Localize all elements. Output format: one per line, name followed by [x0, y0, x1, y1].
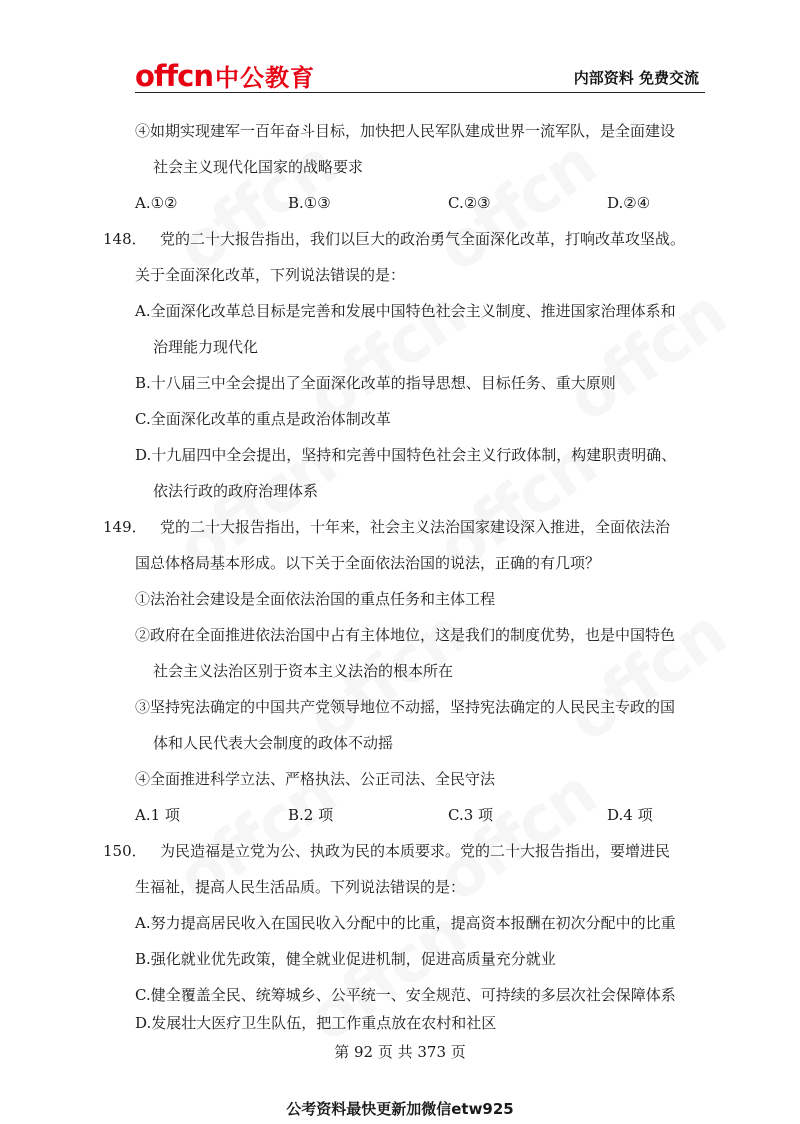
q149-option-d: D.4 项	[607, 806, 653, 824]
logo-text-en: offcn	[135, 59, 213, 93]
q148-option-a-line2: 治理能力现代化	[153, 338, 259, 356]
q147-option-d: D.②④	[607, 194, 651, 212]
q149-item2-line2: 社会主义法治区别于资本主义法治的根本所在	[153, 662, 454, 680]
q150-option-a: A.努力提高居民收入在国民收入分配中的比重，提高资本报酬在初次分配中的比重	[135, 914, 676, 932]
q150-option-c: C.健全覆盖全民、统筹城乡、公平统一、安全规范、可持续的多层次社会保障体系	[135, 986, 676, 1004]
q149-option-a: A.1 项	[135, 806, 180, 824]
q148-option-b: B.十八届三中全会提出了全面深化改革的指导思想、目标任务、重大原则	[135, 374, 616, 392]
q147-option-a: A.①②	[135, 194, 178, 212]
q150-option-b: B.强化就业优先政策，健全就业促进机制，促进高质量充分就业	[135, 950, 556, 968]
q149-item1: ①法治社会建设是全面依法治国的重点任务和主体工程	[135, 590, 496, 608]
page-number: 第 92 页 共 373 页	[334, 1043, 466, 1061]
q147-item4-line2: 社会主义现代化国家的战略要求	[153, 158, 364, 176]
q148-stem-line1: 党的二十大报告指出，我们以巨大的政治勇气全面深化改革，打响改革攻坚战。	[160, 230, 686, 248]
q148-option-c: C.全面深化改革的重点是政治体制改革	[135, 410, 391, 428]
q147-option-b: B.①③	[288, 194, 331, 212]
logo-text-cn: 中公教育	[215, 64, 315, 92]
q148-number: 148．	[103, 230, 147, 248]
q150-stem-line1: 为民造福是立党为公、执政为民的本质要求。党的二十大报告指出，要增进民	[160, 842, 671, 860]
q148-stem-line2: 关于全面深化改革，下列说法错误的是：	[135, 266, 406, 284]
q149-stem-line1: 党的二十大报告指出，十年来，社会主义法治国家建设深入推进，全面依法治	[160, 518, 671, 536]
q147-option-c: C.②③	[448, 194, 491, 212]
q148-option-a-line1: A.全面深化改革总目标是完善和发展中国特色社会主义制度、推进国家治理体系和	[135, 302, 676, 320]
q149-item3-line2: 体和人民代表大会制度的政体不动摇	[153, 734, 394, 752]
q150-stem-line2: 生福祉，提高人民生活品质。下列说法错误的是：	[135, 878, 466, 896]
q149-option-c: C.3 项	[448, 806, 494, 824]
q148-option-d-line1: D.十九届四中全会提出，坚持和完善中国特色社会主义行政体制，构建职责明确、	[135, 446, 677, 464]
q148-option-d-line2: 依法行政的政府治理体系	[153, 482, 319, 500]
q149-item2-line1: ②政府在全面推进依法治国中占有主体地位，这是我们的制度优势，也是中国特色	[135, 626, 676, 644]
q149-option-b: B.2 项	[288, 806, 334, 824]
q149-item4: ④全面推进科学立法、严格执法、公正司法、全民守法	[135, 770, 496, 788]
bottom-note: 公考资料最快更新加微信etw925	[286, 1100, 514, 1118]
header-note: 内部资料 免费交流	[573, 69, 699, 87]
q150-option-d: D.发展壮大医疗卫生队伍，把工作重点放在农村和社区	[135, 1014, 497, 1032]
q149-item3-line1: ③坚持宪法确定的中国共产党领导地位不动摇，坚持宪法确定的人民民主专政的国	[135, 698, 676, 716]
q149-stem-line2: 国总体格局基本形成。以下关于全面依法治国的说法，正确的有几项？	[135, 554, 601, 572]
q149-number: 149．	[103, 518, 147, 536]
q147-item4-line1: ④如期实现建军一百年奋斗目标，加快把人民军队建成世界一流军队，是全面建设	[135, 122, 676, 140]
q150-number: 150．	[103, 842, 147, 860]
